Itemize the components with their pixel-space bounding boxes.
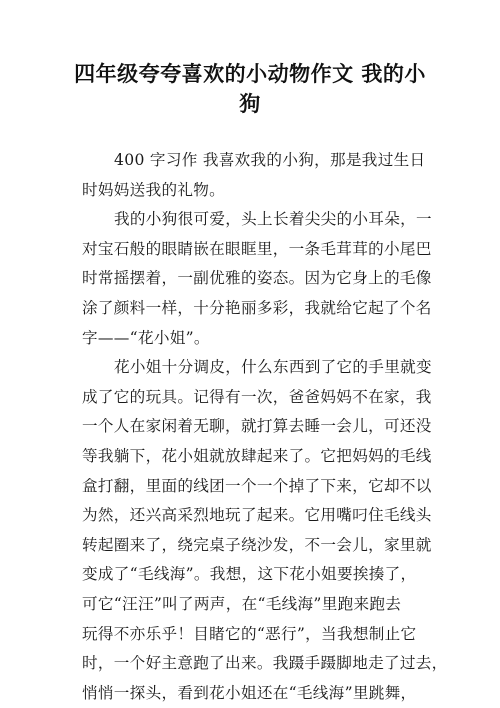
essay-line: 我的小狗很可爱，头上长着尖尖的小耳朵，一	[114, 210, 432, 229]
essay-line: 花小姐十分调皮，什么东西到了它的手里就变	[114, 358, 432, 377]
essay-line: 玩得不亦乐乎！目睹它的“恶行”，当我想制止它	[82, 624, 417, 643]
essay-line: 盒打翻，里面的线团一个一个掉了下来，它却不以	[82, 476, 432, 495]
essay-line: 为然，还兴高采烈地玩了起来。它用嘴叼住毛线头	[82, 506, 432, 525]
essay-line: 时，一个好主意跑了出来。我蹑手蹑脚地走了过去，	[82, 654, 448, 673]
essay-line: 转起圈来了，绕完桌子绕沙发，不一会儿，家里就	[82, 535, 432, 554]
essay-line: 变成了“毛线海”。我想，这下花小姐要挨揍了，	[82, 565, 417, 584]
essay-line: 成了它的玩具。记得有一次，爸爸妈妈不在家，我	[82, 387, 432, 406]
essay-body	[82, 146, 448, 708]
essay-line: 400 字习作 我喜欢我的小狗，那是我过生日	[114, 151, 426, 169]
essay-line: 涂了颜料一样，十分艳丽多彩，我就给它起了个名	[82, 298, 432, 317]
essay-line: 等我躺下，花小姐就放肆起来了。它把妈妈的毛线	[82, 446, 432, 465]
essay-line: 时常摇摆着，一副优雅的姿态。因为它身上的毛像	[82, 269, 432, 288]
essay-line: 可它“汪汪”叫了两声，在“毛线海”里跑来跑去	[82, 594, 402, 613]
document-title	[70, 58, 430, 117]
essay-line: 悄悄一探头，看到花小姐还在“毛线海”里跳舞，	[82, 683, 417, 702]
title-line: 狗	[239, 91, 261, 116]
essay-line: 时妈妈送我的礼物。	[82, 180, 226, 199]
essay-line: 一个人在家闲着无聊，就打算去睡一会儿，可还没	[82, 417, 432, 436]
title-line: 四年级夸夸喜欢的小动物作文 我的小	[74, 62, 426, 86]
essay-line: 对宝石般的眼睛嵌在眼眶里，一条毛茸茸的小尾巴	[82, 239, 432, 258]
essay-line: 字——“花小姐”。	[82, 328, 210, 347]
